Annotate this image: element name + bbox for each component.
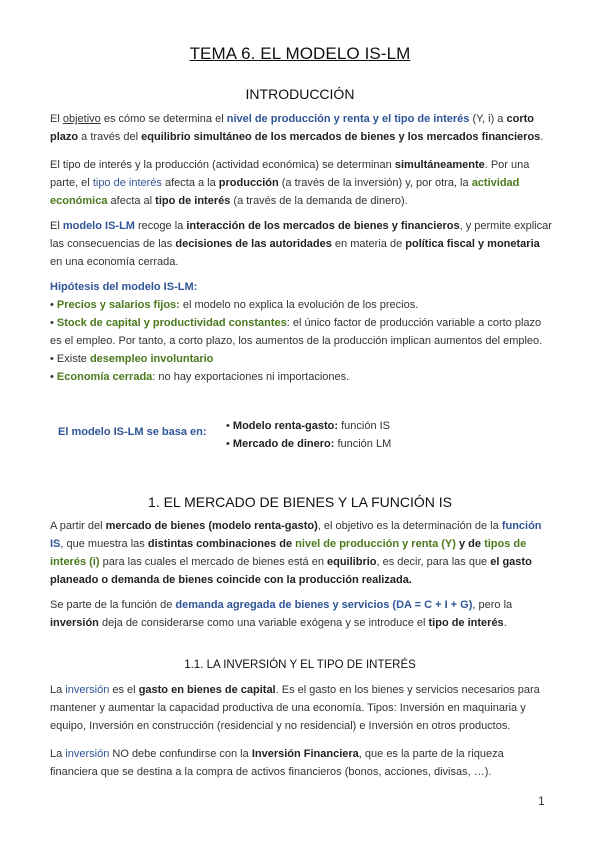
hypothesis-item: • Existe desempleo involuntario xyxy=(50,353,214,365)
base-list xyxy=(226,417,391,453)
intro-paragraph-2: El tipo de interés y la producción (actividad económica) se determinan simultáneamente. Por una parte, el tipo de interés afecta a la producción (a través de la inversión) y, por otra, la actividad económica afecta al tipo de interés (a través de la demanda de dinero). xyxy=(50,159,530,207)
intro-paragraph-3: El modelo IS-LM recoge la interacción de los mercados de bienes y financieros, y permite explicar las consecuencias de las decisiones de las autoridades en materia de política fiscal y monetaria en una economía cerrada. xyxy=(50,220,552,268)
base-item-lm: • Mercado de dinero: función LM xyxy=(226,438,392,450)
hypotheses-block xyxy=(50,278,552,386)
hypothesis-item: • Precios y salarios fijos: el modelo no explica la evolución de los precios. xyxy=(50,299,419,311)
objetivo-word: objetivo xyxy=(62,113,101,125)
section-1-1-heading: 1.1. LA INVERSIÓN Y EL TIPO DE INTERÉS xyxy=(184,659,416,671)
page-title: TEMA 6. EL MODELO IS-LM xyxy=(189,44,411,63)
base-label: El modelo IS-LM se basa en: xyxy=(58,426,207,438)
section-1-paragraph-2: Se parte de la función de demanda agregada de bienes y servicios (DA = C + I + G), pero la inversión deja de considerarse como una variable exógena y se introduce el tipo de interés. xyxy=(50,599,513,629)
hypothesis-item: • Stock de capital y productividad constantes: el único factor de producción variable a corto plazo es el empleo. Por tanto, a corto plazo, los aumentos de la producción implican aumentos del empleo. xyxy=(50,317,543,347)
base-item-is: • Modelo renta-gasto: función IS xyxy=(226,420,391,432)
section-1-heading: 1. EL MERCADO DE BIENES Y LA FUNCIÓN IS xyxy=(148,494,452,510)
section-1-1-paragraph-1: La inversión es el gasto en bienes de capital. Es el gasto en los bienes y servicios necesarios para mantener y aumentar la capacidad productiva de una economía. Tipos: Inversión en maquinaria y equipo, Inversión en construcción (residencial y no residencial) e Inversión en otros productos. xyxy=(50,684,540,732)
page-number: 1 xyxy=(538,794,545,808)
section-1-1-paragraph-2: La inversión NO debe confundirse con la Inversión Financiera, que es la parte de la riqueza financiera que se destina a la compra de activos financieros (bonos, acciones, divisas, …). xyxy=(50,748,504,778)
intro-paragraph-1: El objetivo es cómo se determina el nivel de producción y renta y el tipo de interés (Y, i) a corto plazo a través del equilibrio simultáneo de los mercados de bienes y los mercados financieros. xyxy=(50,113,544,143)
section-1-paragraph-1: A partir del mercado de bienes (modelo renta-gasto), el objetivo es la determinación de la función IS, que muestra las distintas combinaciones de nivel de producción y renta (Y) y de tipos de interés (i) para las cuales el mercado de bienes está en equilibrio, es decir, para las que el gasto planeado o demanda de bienes coincide con la producción realizada. xyxy=(50,520,542,586)
hypothesis-item: • Economía cerrada: no hay exportaciones ni importaciones. xyxy=(50,371,350,383)
intro-heading: INTRODUCCIÓN xyxy=(245,86,355,102)
hypotheses-heading: Hipótesis del modelo IS-LM: xyxy=(50,281,198,293)
